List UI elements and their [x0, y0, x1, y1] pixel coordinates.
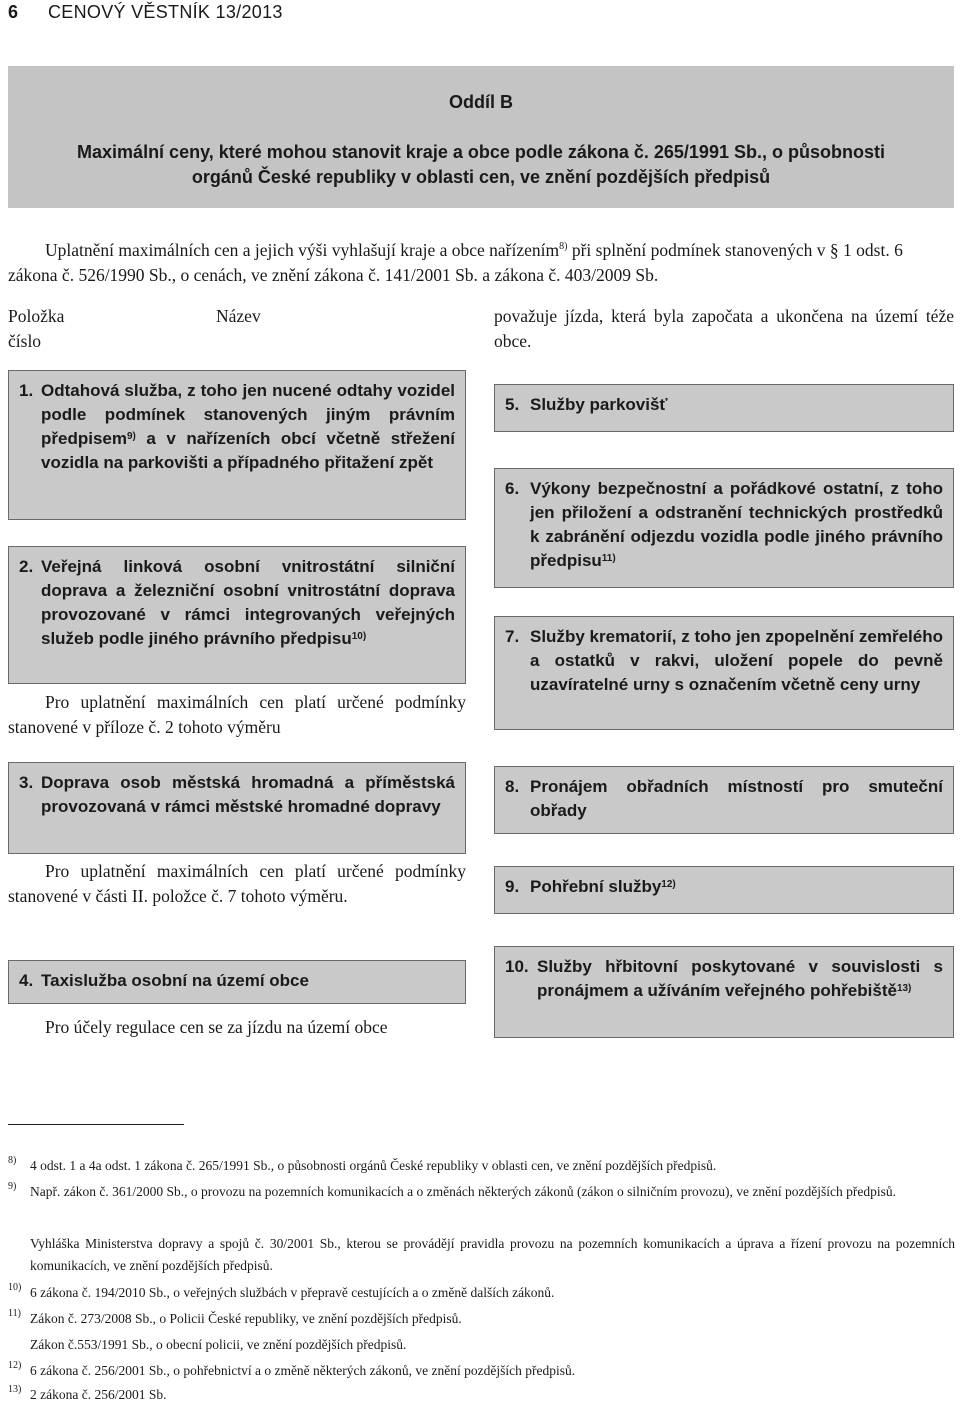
item-box-2	[8, 546, 466, 684]
intro-footnote-ref: 8)	[559, 241, 568, 252]
item-4-note-left: Pro účely regulace cen se za jízdu na území obce	[45, 1017, 388, 1037]
item-3-note: Pro uplatnění maximálních cen platí určené podmínky stanovené v části II. položce č. 7 tohoto výměru.	[8, 861, 466, 906]
item-number: 1.	[19, 381, 34, 400]
footnote-text: Zákon č.553/1991 Sb., o obecní policii, ve znění pozdějších předpisů.	[30, 1337, 407, 1352]
item-footnote-ref: 10)	[351, 631, 367, 642]
footnote-mark: 9)	[8, 1181, 17, 1192]
item-name: Odtahová služba, z toho jen nucené odtahy vozidel podle podmínek stanovených jiným právním předpisem$^{9)}$ a v nařízeních obcí včetně střežení vozidla na parkovišti a případného přitažení zpět	[41, 381, 455, 472]
footnote-mark: 11)	[8, 1308, 21, 1319]
item-number: 3.	[19, 773, 34, 792]
item-number: 10.	[505, 957, 529, 976]
item-name: Služby hřbitovní poskytované v souvislosti s pronájmem a užíváním veřejného pohřebiště$^{13)}$	[537, 957, 943, 1000]
section-subtitle-line2: orgánů České republiky v oblasti cen, ve znění pozdějších předpisů	[191, 167, 771, 187]
item-2-note: Pro uplatnění maximálních cen platí určené podmínky stanovené v příloze č. 2 tohoto výměru	[8, 692, 466, 737]
footnote-mark: 10)	[8, 1282, 22, 1293]
column-item-number-line1: Položka	[8, 306, 65, 326]
item-box-8	[494, 766, 954, 834]
item-name: Pohřební služby$^{12)}$	[530, 877, 676, 896]
item-name: Doprava osob městská hromadná a příměstská provozovaná v rámci městské hromadné dopravy	[41, 773, 455, 816]
item-box-9	[494, 866, 954, 914]
item-footnote-ref: 11)	[601, 553, 616, 564]
intro-paragraph	[8, 234, 954, 288]
footnote-text: Zákon č. 273/2008 Sb., o Policii České republiky, ve znění pozdějších předpisů.	[30, 1311, 462, 1326]
item-name: Výkony bezpečnostní a pořádkové ostatní, z toho jen přiložení a odstranění technických prostředků k zabránění odjezdu vozidla podle jiného právního předpisu$^{11)}$	[530, 479, 943, 570]
column-item-number	[8, 304, 64, 354]
item-box-4	[8, 960, 466, 1004]
item-name: Taxislužba osobní na území obce	[41, 971, 309, 990]
section-subtitle-line1: Maximální ceny, které mohou stanovit kraje a obce podle zákona č. 265/1991 Sb., o působnosti	[77, 142, 885, 162]
page-number: 6	[8, 2, 19, 22]
footnote-mark: 13)	[8, 1384, 22, 1395]
footnote-text: 6 zákona č. 194/2010 Sb., o veřejných službách v přepravě cestujících a o změně dalších zákonů.	[30, 1285, 555, 1300]
footnote-separator	[8, 1124, 184, 1125]
item-number: 2.	[19, 557, 34, 576]
item-number: 6.	[505, 479, 520, 498]
footnote-text: Vyhláška Ministerstva dopravy a spojů č. 30/2001 Sb., kterou se provádějí pravidla provozu na pozemních komunikacích a úprava a řízení provozu na pozemních komunikacích, ve znění pozdějších předpisů.	[30, 1236, 955, 1273]
item-footnote-ref: 13)	[896, 983, 912, 994]
item-name: Pronájem obřadních místností pro smuteční obřady	[530, 777, 943, 820]
intro-text-part1: Uplatnění maximálních cen a jejich výši vyhlašují kraje a obce nařízením	[45, 239, 560, 260]
section-heading-box	[8, 66, 954, 208]
intro-text-part2: při splnění podmínek stanovených v § 1 odst. 6 zákona č. 526/1990 Sb., o cenách, ve znění zákona č. 141/2001 Sb. a zákona č. 403/2009 Sb.	[8, 239, 903, 285]
item-4-note-continued: považuje jízda, která byla započata a ukončena na území téže obce.	[494, 306, 954, 351]
item-number: 8.	[505, 777, 520, 796]
footnote-text: 6 zákona č. 256/2001 Sb., o pohřebnictví a o změně některých zákonů, ve znění pozdějších předpisů.	[30, 1363, 576, 1378]
footnote-text: Např. zákon č. 361/2000 Sb., o provozu na pozemních komunikacích a o změnách některých zákonů (zákon o silničním provozu), ve znění pozdějších předpisů.	[30, 1184, 896, 1199]
footnote-text: 2 zákona č. 256/2001 Sb.	[30, 1387, 167, 1402]
item-number: 7.	[505, 627, 520, 646]
item-name: Veřejná linková osobní vnitrostátní silniční doprava a železniční osobní vnitrostátní doprava provozované v rámci integrovaných veřejných služeb podle jiného právního předpisu$^{10)}$	[41, 557, 455, 648]
publication-title: CENOVÝ VĚSTNÍK 13/2013	[48, 2, 283, 22]
item-footnote-ref: 12)	[661, 879, 676, 890]
item-box-10	[494, 946, 954, 1038]
section-title: Oddíl B	[449, 92, 513, 112]
item-box-7	[494, 616, 954, 730]
column-item-number-line2: číslo	[8, 331, 42, 351]
item-box-1	[8, 370, 466, 520]
footnote-text: 4 odst. 1 a 4a odst. 1 zákona č. 265/1991 Sb., o působnosti orgánů České republiky v oblasti cen, ve znění pozdějších předpisů.	[30, 1158, 717, 1173]
section-subtitle	[8, 140, 954, 190]
item-box-6	[494, 468, 954, 588]
item-name: Služby parkovišť	[530, 395, 668, 414]
item-number: 4.	[19, 971, 34, 990]
footnote-mark: 8)	[8, 1155, 17, 1166]
item-box-3	[8, 762, 466, 854]
item-number: 5.	[505, 395, 520, 414]
item-name: Služby krematorií, z toho jen zpopelnění zemřelého a ostatků v rakvi, uložení popele do pevně uzavíratelné urny s označením včetně ceny urny	[530, 627, 943, 694]
item-footnote-ref: 9)	[126, 431, 136, 442]
item-number: 9.	[505, 877, 520, 896]
item-box-5	[494, 384, 954, 432]
column-name: Název	[216, 306, 261, 326]
footnote-mark: 12)	[8, 1360, 22, 1371]
